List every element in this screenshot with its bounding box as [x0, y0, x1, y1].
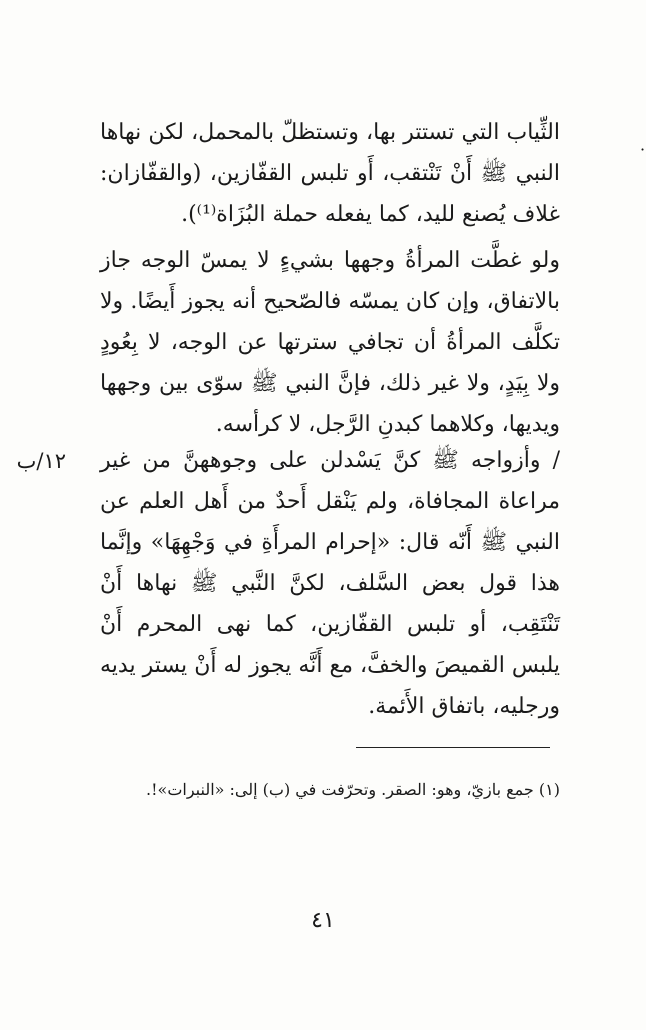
paragraph-2	[100, 240, 560, 445]
footnote: (١) جمع بازيّ، وهو: الصقر. وتحرّفت في (ب) إلى: «النبرات»!.	[146, 780, 560, 799]
edge-mark: ·	[640, 140, 646, 159]
paragraph-3-text: / وأزواجه ﷺ كنَّ يَسْدلن على وجوههنَّ من غير مراعاة المجافاة، ولم يَنْقل أَحدٌ من أَهل العلم عن النبي ﷺ أَنّه قال: «إحرام المرأَةِ في وَجْهِهَا» وإنَّما هذا قول بعض السَّلف، لكنَّ النَّبي ﷺ نهاها أَنْ تَنْتَقِب، أو تلبس القفّازين، كما نهى المحرم أَنْ يلبس القميصَ والخفَّ، مع أَنَّه يجوز له أَنْ يستر يديه ورجليه، باتفاق الأَئمة.	[100, 448, 560, 719]
page-number: ٤١	[311, 908, 335, 933]
paragraph-1-text: الثِّياب التي تستتر بها، وتستظلّ بالمحمل، لكن نهاها النبي ﷺ أَنْ تَنْتقب، أَو تلبس القفّازين، (والقفّازان: غلاف يُصنع لليد، كما يفعله حملة البُزَاة⁽¹⁾).	[100, 120, 560, 227]
paragraph-2-text: ولو غطَّت المرأةُ وجهها بشيءٍ لا يمسّ الوجه جاز بالاتفاق، وإن كان يمسّه فالصّحيح أنه يجوز أَيضًا. ولا تكلَّف المرأةُ أن تجافي سترتها عن الوجه، لا بِعُودٍ ولا بِيَدٍ، ولا غير ذلك، فإنَّ النبي ﷺ سوّى بين وجهها ويديها، وكلاهما كبدنِ الرَّجل، لا كرأسه.	[100, 248, 560, 437]
paragraph-1	[100, 112, 560, 235]
footnote-separator	[356, 747, 550, 748]
manuscript-folio-reference: ١٢/ب	[16, 449, 66, 473]
paragraph-3	[100, 440, 560, 727]
